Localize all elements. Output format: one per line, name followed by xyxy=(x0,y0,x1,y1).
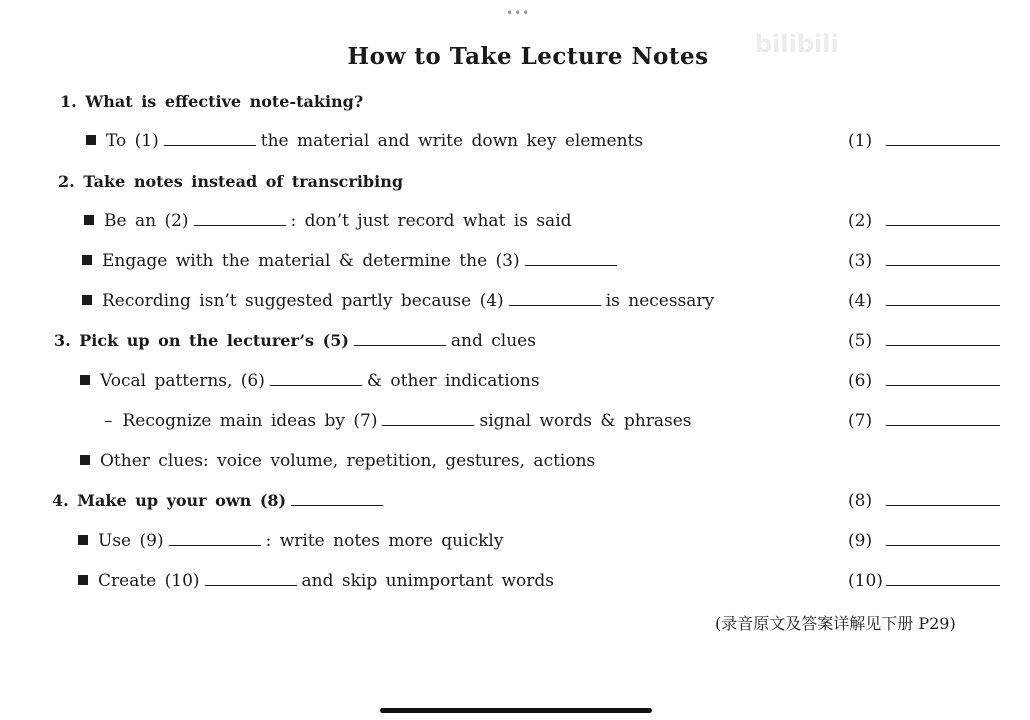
answer-slot-2 xyxy=(848,208,1000,234)
answer-slot-1 xyxy=(848,128,1000,154)
item-text-pre: To (1) xyxy=(106,131,159,151)
section-heading-1 xyxy=(0,89,1030,115)
section-heading-3 xyxy=(0,328,1030,354)
answer-slot-9 xyxy=(848,528,1000,554)
note-item-10 xyxy=(0,568,1030,594)
answer-blank-8[interactable] xyxy=(886,491,1000,506)
answer-number: (9) xyxy=(848,531,873,551)
item-text-post: the material and write down key elements xyxy=(260,131,644,151)
item-text-post: and skip unimportant words xyxy=(301,571,555,591)
note-item-4 xyxy=(0,288,1030,314)
watermark: bilibili xyxy=(755,30,839,58)
page-title: How to Take Lecture Notes xyxy=(347,43,709,70)
note-subitem-7 xyxy=(0,408,1030,434)
answer-slot-3 xyxy=(848,248,1000,274)
item-text-post: signal words & phrases xyxy=(479,411,692,431)
answer-blank-9[interactable] xyxy=(886,531,1000,546)
item-text-pre: Be an (2) xyxy=(104,211,189,231)
item-text-post: : don’t just record what is said xyxy=(290,211,572,231)
answer-number: (7) xyxy=(848,411,873,431)
answer-number: (2) xyxy=(848,211,873,231)
note-item-6 xyxy=(0,368,1030,394)
answer-slot-5 xyxy=(848,328,1000,354)
note-item-9 xyxy=(0,528,1030,554)
answer-number: (10) xyxy=(848,571,883,591)
bullet-square-icon xyxy=(86,135,96,145)
blank-1[interactable] xyxy=(164,131,256,146)
note-item-3 xyxy=(0,248,1030,274)
answer-blank-5[interactable] xyxy=(886,331,1000,346)
bullet-square-icon xyxy=(78,575,88,585)
ellipsis-indicator: ••• xyxy=(506,6,531,20)
section-label: 2. Take notes instead of transcribing xyxy=(58,172,404,191)
answer-slot-10 xyxy=(848,568,1000,594)
blank-10[interactable] xyxy=(205,571,297,586)
section-heading-2 xyxy=(0,169,1030,195)
section-label-post: and clues xyxy=(450,331,536,351)
bullet-square-icon xyxy=(80,375,90,385)
answer-blank-3[interactable] xyxy=(886,251,1000,266)
item-text-pre: Vocal patterns, (6) xyxy=(100,371,265,391)
answer-number: (3) xyxy=(848,251,873,271)
note-item-other-clues xyxy=(0,448,1030,474)
answer-number: (5) xyxy=(848,331,873,351)
answer-number: (4) xyxy=(848,291,873,311)
answer-blank-10[interactable] xyxy=(886,571,1000,586)
blank-5[interactable] xyxy=(354,331,446,346)
blank-2[interactable] xyxy=(194,211,286,226)
answer-blank-6[interactable] xyxy=(886,371,1000,386)
answer-number: (8) xyxy=(848,491,873,511)
bullet-square-icon xyxy=(82,295,92,305)
blank-9[interactable] xyxy=(169,531,261,546)
note-item-1 xyxy=(0,128,1030,154)
answer-blank-7[interactable] xyxy=(886,411,1000,426)
section-heading-4 xyxy=(0,488,1030,514)
answer-slot-4 xyxy=(848,288,1000,314)
bullet-square-icon xyxy=(82,255,92,265)
item-text-post: & other indications xyxy=(366,371,540,391)
answer-number: (6) xyxy=(848,371,873,391)
answer-blank-2[interactable] xyxy=(886,211,1000,226)
answer-reference-note: (录音原文及答案详解见下册 P29) xyxy=(715,614,956,633)
section-label: 1. What is effective note-taking? xyxy=(60,92,364,111)
answer-slot-7 xyxy=(848,408,1000,434)
home-indicator-bar[interactable] xyxy=(380,708,652,713)
answer-slot-6 xyxy=(848,368,1000,394)
answer-number: (1) xyxy=(848,131,873,151)
note-item-2 xyxy=(0,208,1030,234)
blank-4[interactable] xyxy=(509,291,601,306)
bullet-square-icon xyxy=(84,215,94,225)
section-label: 3. Pick up on the lecturer’s (5) xyxy=(54,331,349,350)
blank-6[interactable] xyxy=(270,371,362,386)
item-text-pre: Recording isn’t suggested partly because (4) xyxy=(102,291,504,311)
answer-blank-1[interactable] xyxy=(886,131,1000,146)
item-text-pre: Recognize main ideas by (7) xyxy=(122,411,378,431)
blank-7[interactable] xyxy=(382,411,474,426)
bullet-square-icon xyxy=(80,455,90,465)
answer-blank-4[interactable] xyxy=(886,291,1000,306)
blank-3[interactable] xyxy=(525,251,617,266)
dash-bullet: – xyxy=(104,411,113,431)
item-text-pre: Engage with the material & determine the (3) xyxy=(102,251,520,271)
section-label: 4. Make up your own (8) xyxy=(52,491,287,510)
item-text-pre: Use (9) xyxy=(98,531,164,551)
bullet-square-icon xyxy=(78,535,88,545)
blank-8[interactable] xyxy=(291,491,383,506)
answer-slot-8 xyxy=(848,488,1000,514)
item-text-post: : write notes more quickly xyxy=(265,531,504,551)
item-text-post: is necessary xyxy=(605,291,715,311)
item-text: Other clues: voice volume, repetition, gestures, actions xyxy=(100,451,596,471)
item-text-pre: Create (10) xyxy=(98,571,200,591)
